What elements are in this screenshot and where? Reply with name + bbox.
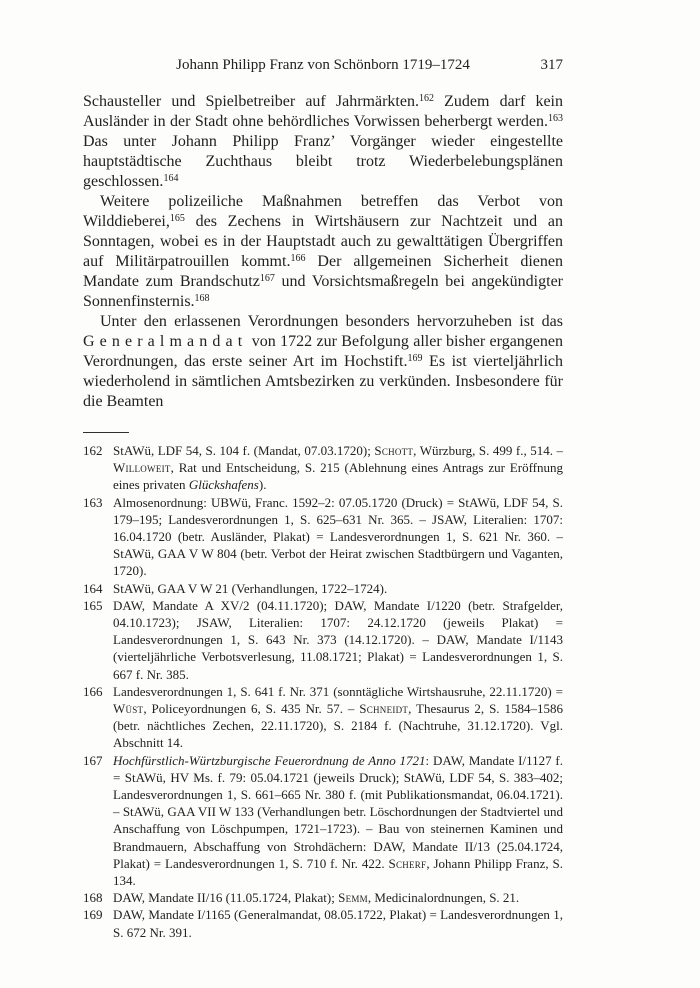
- footnote-text: Almosenordnung: UBWü, Franc. 1592–2: 07.05.1720 (Druck) = StAWü, LDF 54, S. 179–195; Landesverordnungen 1, S. 625–631 Nr. 365. – JSAW, Literalien: 1707: 16.04.1720 (betr. Ausländer, Plakat) = Landesverordnungen 1, S. 621 Nr. 360. – StAWü, GAA V W 804 (betr. Verbot der Heirat zwischen Stadtbürgern und Vaganten, 1720).: [113, 494, 563, 579]
- text-block: [83, 0, 563, 941]
- footnote-reference: 168: [194, 293, 210, 304]
- author-name-smallcaps: Wüst: [113, 701, 144, 717]
- footnote-text: DAW, Mandate II/16 (11.05.1724, Plakat); Semm, Medicinalordnungen, S. 21.: [113, 890, 520, 906]
- footnote-text: StAWü, LDF 54, S. 104 f. (Mandat, 07.03.1720); Schott, Würzburg, S. 499 f., 514. – Willoweit, Rat und Entscheidung, S. 215 (Ablehnung eines Antrags zur Eröffnung eines privaten Glückshafens).: [113, 443, 563, 493]
- footnote-reference: 165: [169, 213, 185, 224]
- running-header: [83, 55, 563, 75]
- footnote-text: StAWü, GAA V W 21 (Verhandlungen, 1722–1724).: [113, 580, 388, 596]
- footnote-reference: 163: [548, 113, 563, 124]
- footnote: [83, 442, 563, 494]
- author-name-smallcaps: Schneidt: [359, 701, 409, 717]
- page-number: 317: [540, 57, 563, 73]
- footnote: [83, 752, 563, 890]
- author-name-smallcaps: Willoweit: [113, 460, 171, 476]
- footnote-number: 168: [83, 890, 103, 906]
- footnote: [83, 597, 563, 683]
- footnote-number: 164: [83, 580, 103, 596]
- body-text: [83, 92, 563, 412]
- footnote-separator: [83, 432, 129, 433]
- footnote-reference: 166: [290, 253, 306, 264]
- footnote-text: DAW, Mandate I/1165 (Generalmandat, 08.05.1722, Plakat) = Landesverordnungen 1, S. 672 Nr. 391.: [113, 907, 563, 940]
- footnote: [83, 683, 563, 752]
- italic-text: Hochfürstlich-Würtzburgische Feuerordnung de Anno 1721: [113, 752, 426, 768]
- running-header-title: Johann Philipp Franz von Schönborn 1719–1724: [176, 57, 470, 73]
- footnote-number: 167: [83, 752, 103, 768]
- footnote: [83, 906, 563, 940]
- body-paragraph: Weitere polizeiliche Maßnahmen betreffen das Verbot von Wilddieberei,$^{165}$ des Zechens in Wirtshäusern zur Nachtzeit und an Sonntagen, wobei es in der Hauptstadt auch zu gewalttätigen Übergriffen auf Militärpatrouillen kommt.$^{166}$ Der allgemeinen Sicherheit dienen Mandate zum Brandschutz$^{167}$ und Vorsichtsmaßregeln bei angekündigter Sonnenfinsternis.$^{168}$: [83, 193, 564, 310]
- footnote-text: Landesverordnungen 1, S. 641 f. Nr. 371 (sonntägliche Wirtshausruhe, 22.11.1720) = Wüst, Policeyordnungen 6, S. 435 Nr. 57. – Schneidt, Thesaurus 2, S. 1584–1586 (betr. nächtliches Zechen, 22.11.1720), S. 2184 f. (Nachtruhe, 31.12.1720). Vgl. Abschnitt 14.: [113, 683, 563, 751]
- italic-text: Glückshafens: [188, 477, 259, 493]
- footnote-number: 166: [83, 683, 103, 699]
- author-name-smallcaps: Scherf: [388, 855, 427, 871]
- footnote-number: 162: [83, 443, 103, 458]
- body-paragraph: Unter den erlassenen Verordnungen besonders hervorzuheben ist das Generalmandat von 1722 zur Befolgung aller bisher ergangenen Verordnungen, das erste seiner Art im Hochstift.$^{169}$ Es ist vierteljährlich wiederholend in sämtlichen Amtsbezirken zu verkünden. Insbesondere für die Beamten: [83, 313, 563, 410]
- letterspaced-term: Generalmandat: [83, 333, 248, 350]
- footnote-reference: 164: [163, 173, 179, 184]
- author-name-smallcaps: Semm: [338, 890, 368, 906]
- footnote-text: Hochfürstlich-Würtzburgische Feuerordnung de Anno 1721: DAW, Mandate I/1127 f. = StAWü, HV Ms. f. 79: 05.04.1721 (jeweils Druck); StAWü, LDF 54, S. 383–402; Landesverordnungen 1, S. 661–665 Nr. 380 f. (mit Publikationsmandat, 06.04.1721). – StAWü, GAA VII W 133 (Verhandlungen betr. Löschordnungen der Stadtviertel und Anschaffung von Löschpumpen, 1721–1723). – Bau von steinernen Kaminen und Brandmauern, Abschaffung von Strohdächern: DAW, Mandate II/13 (25.04.1724, Plakat) = Landesverordnungen 1, S. 710 f. Nr. 422. Scherf, Johann Philipp Franz, S. 134.: [113, 752, 563, 889]
- footnote-list: [83, 442, 563, 941]
- footnote-number: 163: [83, 494, 103, 510]
- footnote-number: 169: [83, 907, 103, 923]
- footnote: [83, 494, 563, 580]
- footnote-reference: 169: [407, 353, 423, 364]
- footnote-reference: 162: [418, 93, 434, 104]
- body-paragraph: Schausteller und Spielbetreiber auf Jahrmärkten.$^{162}$ Zudem darf kein Ausländer in der Stadt ohne behördliches Vorwissen beherbergt werden.$^{163}$ Das unter Johann Philipp Franz’ Vorgänger wieder eingestellte hauptstädtische Zuchthaus bleibt trotz Wiederbelebungsplänen geschlossen.$^{164}$: [83, 93, 564, 190]
- footnote: [83, 889, 563, 906]
- author-name-smallcaps: Schott: [374, 443, 414, 458]
- footnote: [83, 580, 563, 597]
- footnote-text: DAW, Mandate A XV/2 (04.11.1720); DAW, Mandate I/1220 (betr. Strafgelder, 04.10.1723); JSAW, Literalien: 1707: 24.12.1720 (jeweils Plakat) = Landesverordnungen 1, S. 643 Nr. 373 (14.12.1720). – DAW, Mandate I/1143 (vierteljährliche Verbotsverlesung, 11.08.1721; Plakat) = Landesverordnungen 1, S. 667 f. Nr. 385.: [113, 597, 563, 682]
- footnote-reference: 167: [259, 273, 275, 284]
- footnote-number: 165: [83, 597, 103, 613]
